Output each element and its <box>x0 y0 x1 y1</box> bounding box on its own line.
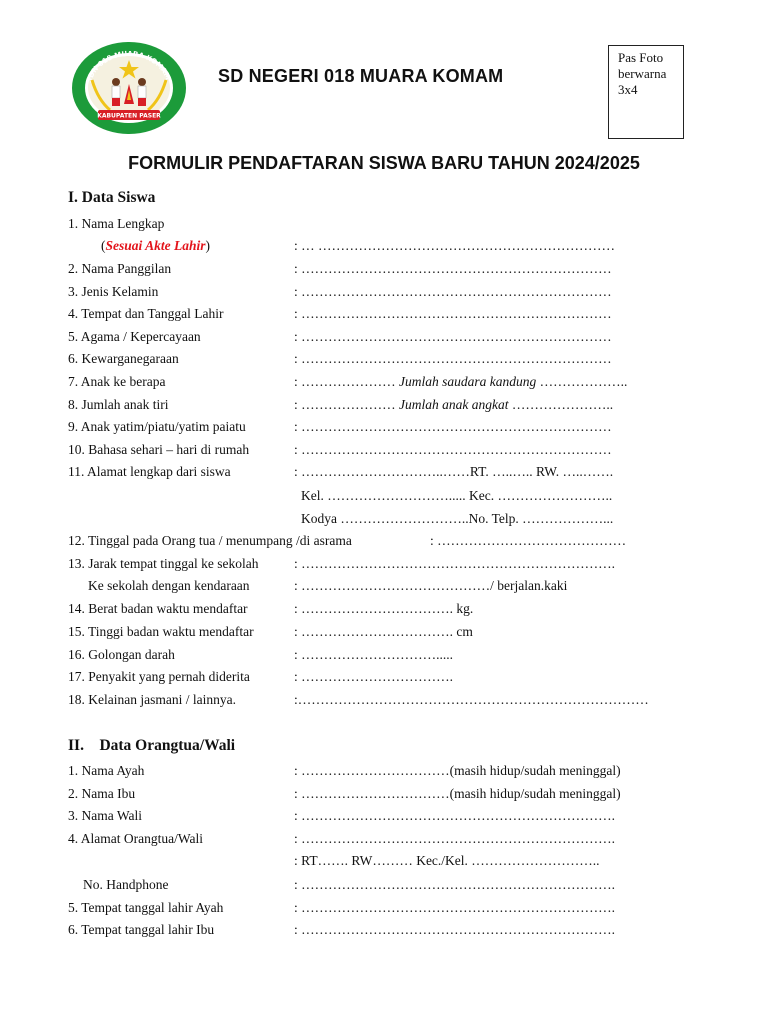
field-label: 2. Nama Ibu <box>68 786 136 801</box>
field-label: 6. Kewarganegaraan <box>68 351 179 366</box>
field-label: 10. Bahasa sehari – hari di rumah <box>68 442 250 457</box>
field-blank[interactable]: : ……………………………………/ berjalan.kaki <box>294 578 568 593</box>
field-label: 2. Nama Panggilan <box>68 261 172 276</box>
field-label: 9. Anak yatim/piatu/yatim paiatu <box>68 419 246 434</box>
field-label: 4. Alamat Orangtua/Wali <box>68 831 203 846</box>
field-label: 14. Berat badan waktu mendaftar <box>68 601 248 616</box>
field-label: 4. Tempat dan Tanggal Lahir <box>68 306 224 321</box>
field-blank[interactable]: : ………………… Jumlah anak angkat ………………….. <box>294 397 614 412</box>
akte-note-text: Sesuai Akte Lahir <box>105 238 206 253</box>
field-blank[interactable]: : ……………………………………………………………. <box>294 808 616 823</box>
field-blank[interactable]: : …………………………………………………………… <box>294 284 612 299</box>
field-blank[interactable]: : ……………………………………………………………. <box>294 922 616 937</box>
svg-text:KABUPATEN PASER: KABUPATEN PASER <box>97 112 161 120</box>
field-label: 5. Agama / Kepercayaan <box>68 329 201 344</box>
field-label: 6. Tempat tanggal lahir Ibu <box>68 922 215 937</box>
section-heading-data-siswa: I. Data Siswa <box>68 189 156 206</box>
field-label: 5. Tempat tanggal lahir Ayah <box>68 900 224 915</box>
field-label: 13. Jarak tempat tinggal ke sekolah <box>68 556 259 571</box>
field-label: 18. Kelainan jasmani / lainnya. <box>68 692 236 707</box>
field-label: 15. Tinggi badan waktu mendaftar <box>68 624 254 639</box>
school-logo <box>70 40 188 136</box>
photo-box-line-2: berwarna <box>618 66 667 81</box>
field-label: Ke sekolah dengan kendaraan <box>88 578 250 593</box>
field-blank[interactable]: : …………………………………… <box>430 533 627 548</box>
field-label: 17. Penyakit yang pernah diderita <box>68 669 250 684</box>
field-label: 3. Nama Wali <box>68 808 143 823</box>
school-name: SD NEGERI 018 MUARA KOMAM <box>218 66 504 86</box>
akte-note: (Sesuai Akte Lahir) <box>101 238 211 253</box>
field-blank[interactable]: Kel. ………………………..... Kec. …………………….. <box>301 488 613 503</box>
field-label: 7. Anak ke berapa <box>68 374 166 389</box>
field-blank[interactable]: : ……………………………. cm <box>294 624 473 639</box>
field-blank[interactable]: Kodya ………………………..No. Telp. ………………... <box>301 511 614 526</box>
field-blank[interactable]: : …………………………………………………………… <box>294 306 612 321</box>
field-blank[interactable]: : ……………………………(masih hidup/sudah meninggal) <box>294 763 621 778</box>
photo-box <box>608 45 684 139</box>
field-blank[interactable]: : ……………………………(masih hidup/sudah meninggal) <box>294 786 621 801</box>
field-blank[interactable]: : RT……. RW……… Kec./Kel. ……………………….. <box>294 853 600 868</box>
field-blank[interactable]: :…………………………………………………………………… <box>294 692 649 707</box>
field-label: 1. Nama Ayah <box>68 763 145 778</box>
field-blank[interactable]: : ……………………………. <box>294 669 454 684</box>
field-blank[interactable]: : …………………………………………………………… <box>294 442 612 457</box>
field-blank[interactable]: : ……………………………………………………………. <box>294 900 616 915</box>
field-label: 1. Nama Lengkap <box>68 216 165 231</box>
form-title: FORMULIR PENDAFTARAN SISWA BARU TAHUN 2024/2025 <box>128 153 640 173</box>
field-blank[interactable]: : …………………………..... <box>294 647 454 662</box>
section-heading-data-orangtua: II. Data Orangtua/Wali <box>68 737 236 754</box>
field-blank[interactable]: : ………………… Jumlah saudara kandung ……………….. <box>294 374 628 389</box>
field-blank[interactable]: : … ………………………………………………………… <box>294 238 616 253</box>
sub-label: Jumlah anak angkat <box>399 397 509 412</box>
field-label: 3. Jenis Kelamin <box>68 284 159 299</box>
field-blank[interactable]: : …………………………………………………………… <box>294 329 612 344</box>
sub-label: Jumlah saudara kandung <box>399 374 537 389</box>
photo-box-line-1: Pas Foto <box>618 50 664 65</box>
field-blank[interactable]: : …………………………………………………………… <box>294 419 612 434</box>
field-blank[interactable]: : ……………………………………………………………. <box>294 556 616 571</box>
school-logo-emblem-icon <box>70 40 188 136</box>
photo-box-line-3: 3x4 <box>618 82 638 97</box>
field-blank[interactable]: : …………………………………………………………… <box>294 261 612 276</box>
field-label: 16. Golongan darah <box>68 647 175 662</box>
field-blank[interactable]: : ……………………………………………………………. <box>294 877 616 892</box>
field-blank[interactable]: : …………………………..……RT. …..….. RW. …..……. <box>294 464 614 479</box>
field-blank[interactable]: : …………………………………………………………… <box>294 351 612 366</box>
svg-text:SDN 018 MUARA KOMAM: SDN 018 MUARA KOMAM <box>84 49 172 84</box>
field-label: 12. Tinggal pada Orang tua / menumpang /di asrama <box>68 533 352 548</box>
field-blank[interactable]: : ……………………………………………………………. <box>294 831 616 846</box>
field-label: No. Handphone <box>83 877 169 892</box>
field-label: 8. Jumlah anak tiri <box>68 397 169 412</box>
field-label: 11. Alamat lengkap dari siswa <box>68 464 231 479</box>
field-blank[interactable]: : ……………………………. kg. <box>294 601 474 616</box>
